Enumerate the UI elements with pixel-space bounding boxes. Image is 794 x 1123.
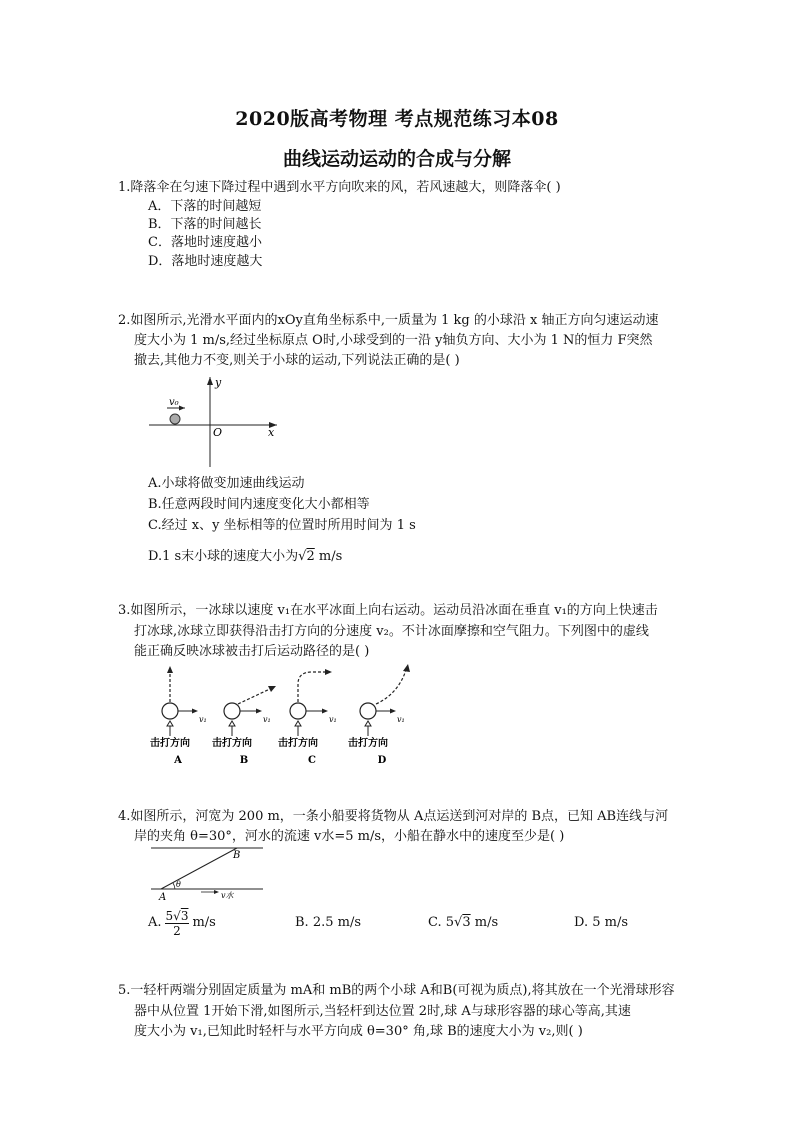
q4-option-c [428, 915, 498, 931]
q3-caption-c: 击打方向 [278, 738, 318, 749]
q4-option-c-root: 3 [462, 915, 471, 930]
q3-panel-b [212, 686, 276, 766]
q2-option-c: C.经过 x、y 坐标相等的位置时所用时间为 1 s [148, 518, 416, 533]
q5-stem-line3: 度大小为 v₁,已知此时轻杆与水平方向成 θ=30° 角,球 B的速度大小为 v₂,则( ) [134, 1024, 583, 1039]
q4-fraction-denominator: 2 [173, 923, 181, 938]
sqrt-symbol: √ [298, 549, 307, 564]
q4-theta-label: θ [176, 880, 181, 889]
q4-b-label: B [233, 850, 241, 861]
q5-stem-line1: 5.一轻杆两端分别固定质量为 mA和 mB的两个小球 A和B(可视为质点),将其放在一个光滑球形容 [118, 983, 675, 998]
q2-stem-line3: 撤去,其他力不变,则关于小球的运动,下列说法正确的是( ) [134, 353, 460, 368]
q4-option-a-unit: m/s [192, 915, 216, 930]
q4-a-label: A [159, 892, 167, 903]
q3-panel-d [348, 664, 410, 766]
q3-v1-label-c: v₁ [329, 715, 337, 724]
q4-num-root: 3 [180, 908, 189, 923]
q3-panel-c [278, 669, 337, 766]
q3-figure [140, 660, 430, 770]
q3-stem-line3: 能正确反映冰球被击打后运动路径的是( ) [134, 644, 370, 659]
q3-panel-label-a: A [174, 755, 182, 766]
sqrt-symbol: √ [454, 915, 463, 930]
q1-option-c: C．落地时速度越小 [148, 235, 262, 250]
q1-stem: 1.降落伞在匀速下降过程中遇到水平方向吹来的风，若风速越大，则降落伞( ) [118, 180, 561, 195]
q2-option-a: A.小球将做变加速曲线运动 [148, 476, 305, 491]
q4-stem-line2: 岸的夹角 θ=30°，河水的流速 v水=5 m/s，小船在静水中的速度至少是( ) [134, 829, 565, 844]
q3-caption-b: 击打方向 [212, 738, 252, 749]
q2-option-d-prefix: D.1 s末小球的速度大小为 [148, 549, 299, 564]
q2-coordinate-figure [145, 372, 285, 472]
q3-panel-a [150, 666, 207, 766]
q5-stem-line2: 器中从位置 1开始下滑,如图所示,当轻杆到达位置 2时,球 A与球形容器的球心等高,其速 [134, 1004, 631, 1019]
q2-v0-label: v₀ [169, 397, 179, 408]
q3-v1-label-b: v₁ [263, 715, 271, 724]
ball-icon [170, 414, 180, 424]
q2-stem-line1: 2.如图所示,光滑水平面内的xOy直角坐标系中,一质量为 1 kg 的小球沿 x 轴正方向匀速运动速 [118, 313, 659, 328]
q1-option-d: D．落地时速度越大 [148, 254, 263, 269]
q3-v1-label-a: v₁ [199, 715, 207, 724]
q2-y-label: y [215, 376, 222, 389]
q3-panel-label-c: C [308, 755, 316, 766]
q2-option-d-root: 2 [306, 549, 315, 564]
q4-option-a-prefix: A. [148, 915, 162, 930]
q2-option-d [148, 549, 342, 565]
q3-panel-label-b: B [239, 755, 249, 766]
q4-num-coefficient: 5 [165, 908, 174, 923]
q3-stem-line1: 3.如图所示，一冰球以速度 v₁在水平冰面上向右运动。运动员沿冰面在垂直 v₁的方向上快速击 [118, 603, 658, 618]
q4-option-d: D. 5 m/s [574, 915, 629, 930]
q4-v-label: v水 [221, 891, 234, 900]
q1-option-b: B．下落的时间越长 [148, 217, 262, 232]
page-title: 2020版高考物理 考点规范练习本08 [235, 108, 559, 130]
q3-v1-label-d: v₁ [397, 715, 405, 724]
q1-option-a: A．下落的时间越短 [148, 199, 262, 214]
q3-caption-a: 击打方向 [150, 738, 190, 749]
q3-panel-label-d: D [377, 755, 387, 766]
sqrt-symbol: √ [173, 908, 181, 923]
q4-fraction-numerator [165, 909, 190, 924]
q4-option-c-prefix: C. 5 [428, 915, 455, 930]
q2-x-label: x [268, 426, 275, 439]
q2-option-d-suffix: m/s [314, 549, 343, 564]
q3-caption-d: 击打方向 [348, 738, 388, 749]
q3-stem-line2: 打冰球,冰球立即获得沿击打方向的分速度 v₂。不计冰面摩擦和空气阻力。下列图中的虚线 [134, 624, 649, 639]
q2-option-b: B.任意两段时间内速度变化大小都相等 [148, 497, 370, 512]
q4-river-figure [145, 840, 275, 904]
q4-option-b: B. 2.5 m/s [295, 915, 362, 930]
q4-option-a [148, 905, 216, 941]
q4-stem-line1: 4.如图所示，河宽为 200 m，一条小船要将货物从 A点运送到河对岸的 B点，已知 AB连线与河 [118, 809, 669, 824]
q2-stem-line2: 度大小为 1 m/s,经过坐标原点 O时,小球受到的一沿 y轴负方向、大小为 1 N的恒力 F突然 [134, 333, 653, 348]
q2-origin-label: O [213, 426, 223, 439]
q4-option-c-unit: m/s [470, 915, 499, 930]
q4-fraction [165, 909, 190, 938]
page-subtitle: 曲线运动运动的合成与分解 [282, 148, 511, 170]
